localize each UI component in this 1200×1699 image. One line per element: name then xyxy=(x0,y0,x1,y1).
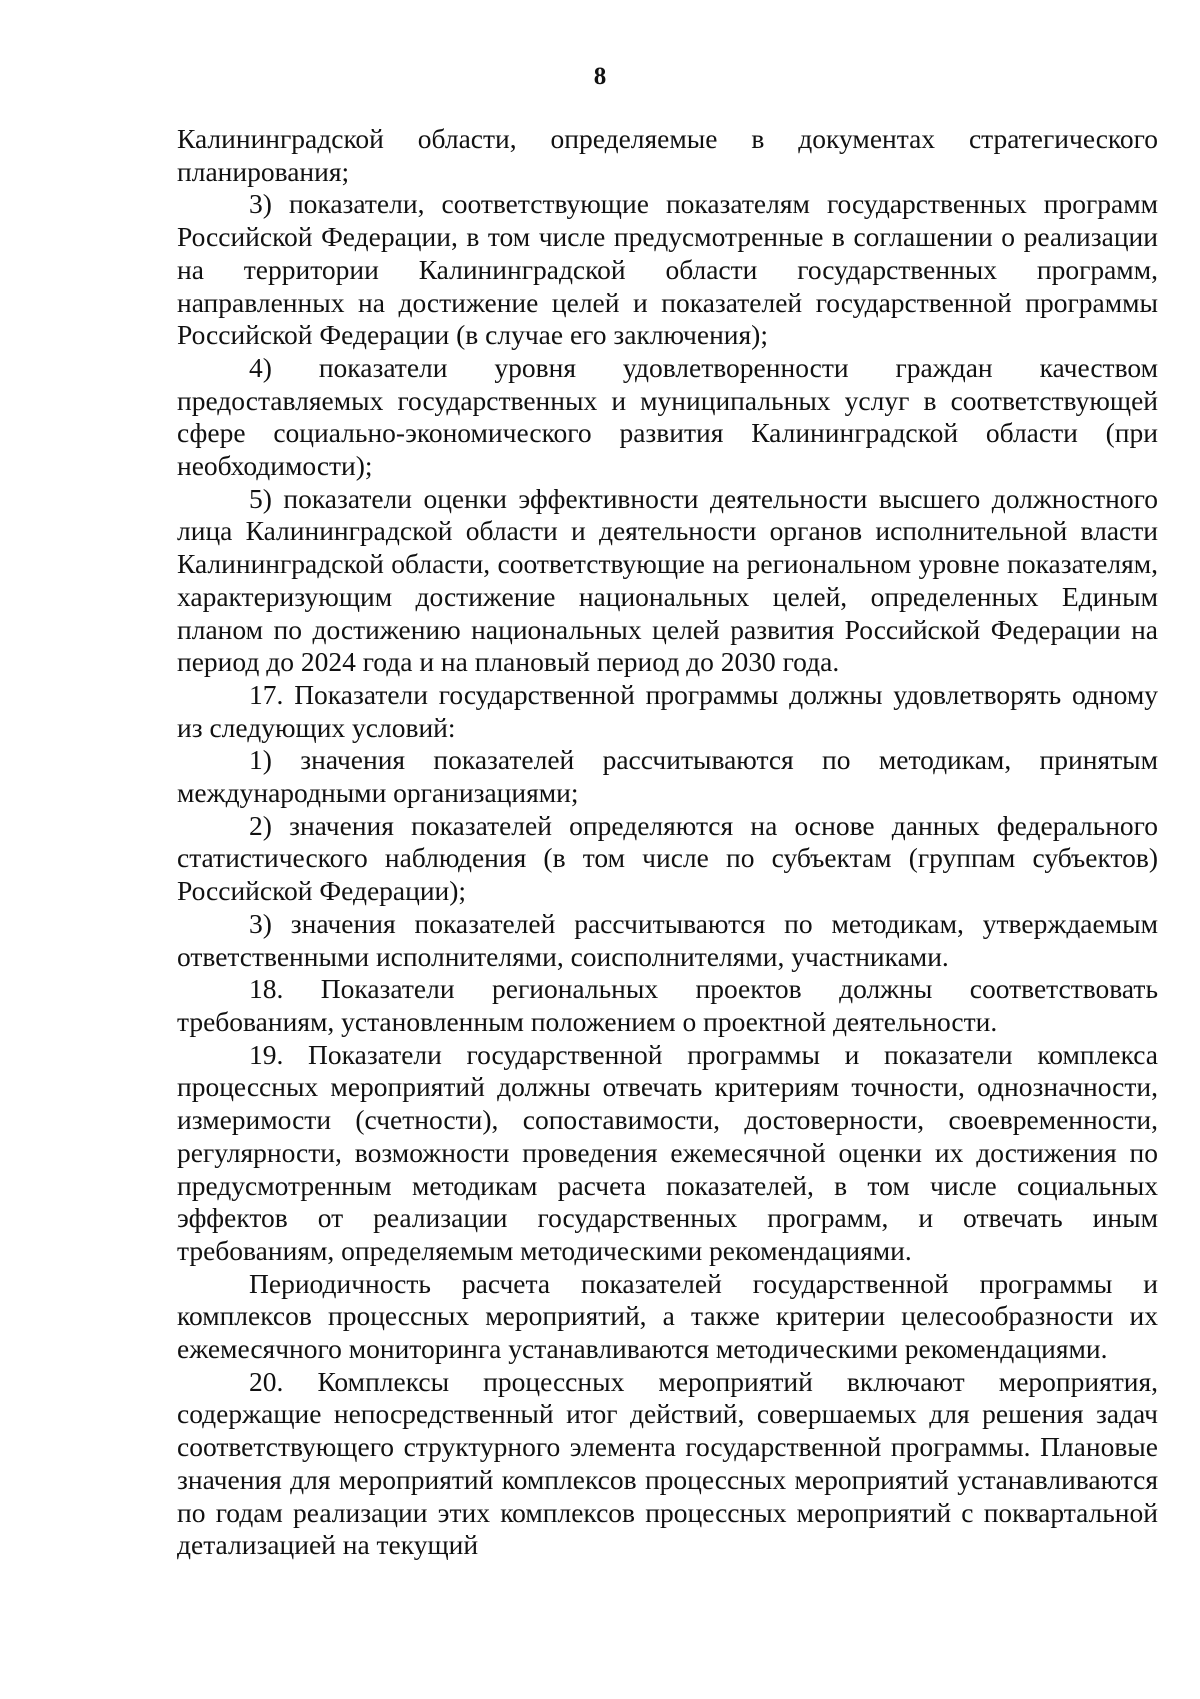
document-body xyxy=(177,123,1158,1562)
paragraph: 4) показатели уровня удовлетворенности граждан качеством предоставляемых государственных и муниципальных услуг в соответствующей сфере социально-экономического развития Калининградской области (при необходимости); xyxy=(177,351,1158,482)
paragraph: 17. Показатели государственной программы должны удовлетворять одному из следующих условий: xyxy=(177,678,1158,743)
paragraph: Калининградской области, определяемые в документах стратегического планирования; xyxy=(177,123,1158,187)
paragraph: 18. Показатели региональных проектов должны соответствовать требованиям, установленным положением о проектной деятельности. xyxy=(177,973,1158,1037)
paragraph: 20. Комплексы процессных мероприятий включают мероприятия, содержащие непосредственный итог действий, совершаемых для решения задач соответствующего структурного элемента государственной программы. Плановые значения для мероприятий комплексов процессных мероприятий устанавливаются по годам реализации этих комплексов процессных мероприятий с поквартальной детализацией на текущий xyxy=(177,1365,1158,1561)
paragraph: 2) значения показателей определяются на основе данных федерального статистического наблюдения (в том числе по субъектам (группам субъектов) Российской Федерации); xyxy=(177,809,1158,907)
paragraph: 5) показатели оценки эффективности деятельности высшего должностного лица Калининградской области и деятельности органов исполнительной власти Калининградской области, соответствующие на региональном уровне показателям, характеризующим достижение национальных целей, определенных Единым планом по достижению национальных целей развития Российской Федерации на период до 2024 года и на плановый период до 2030 года. xyxy=(177,482,1158,678)
paragraph: 3) значения показателей рассчитываются по методикам, утверждаемым ответственными исполнителями, соисполнителями, участниками. xyxy=(177,907,1158,972)
paragraph: 19. Показатели государственной программы и показатели комплекса процессных мероприятий должны отвечать критериям точности, однозначности, измеримости (счетности), сопоставимости, достоверности, своевременности, регулярности, возможности проведения ежемесячной оценки их достижения по предусмотренным методикам расчета показателей, в том числе социальных эффектов от реализации государственных программ, и отвечать иным требованиям, определяемым методическими рекомендациями. xyxy=(177,1038,1158,1266)
paragraph: 1) значения показателей рассчитываются по методикам, принятым международными организациями; xyxy=(177,744,1158,809)
paragraph: Периодичность расчета показателей государственной программы и комплексов процессных мероприятий, а также критерии целесообразности их ежемесячного мониторинга устанавливаются методическими рекомендациями. xyxy=(177,1267,1158,1365)
paragraph: 3) показатели, соответствующие показателям государственных программ Российской Федерации, в том числе предусмотренные в соглашении о реализации на территории Калининградской области государственных программ, направленных на достижение целей и показателей государственной программы Российской Федерации (в случае его заключения); xyxy=(177,188,1158,351)
page-number: 8 xyxy=(593,63,607,90)
